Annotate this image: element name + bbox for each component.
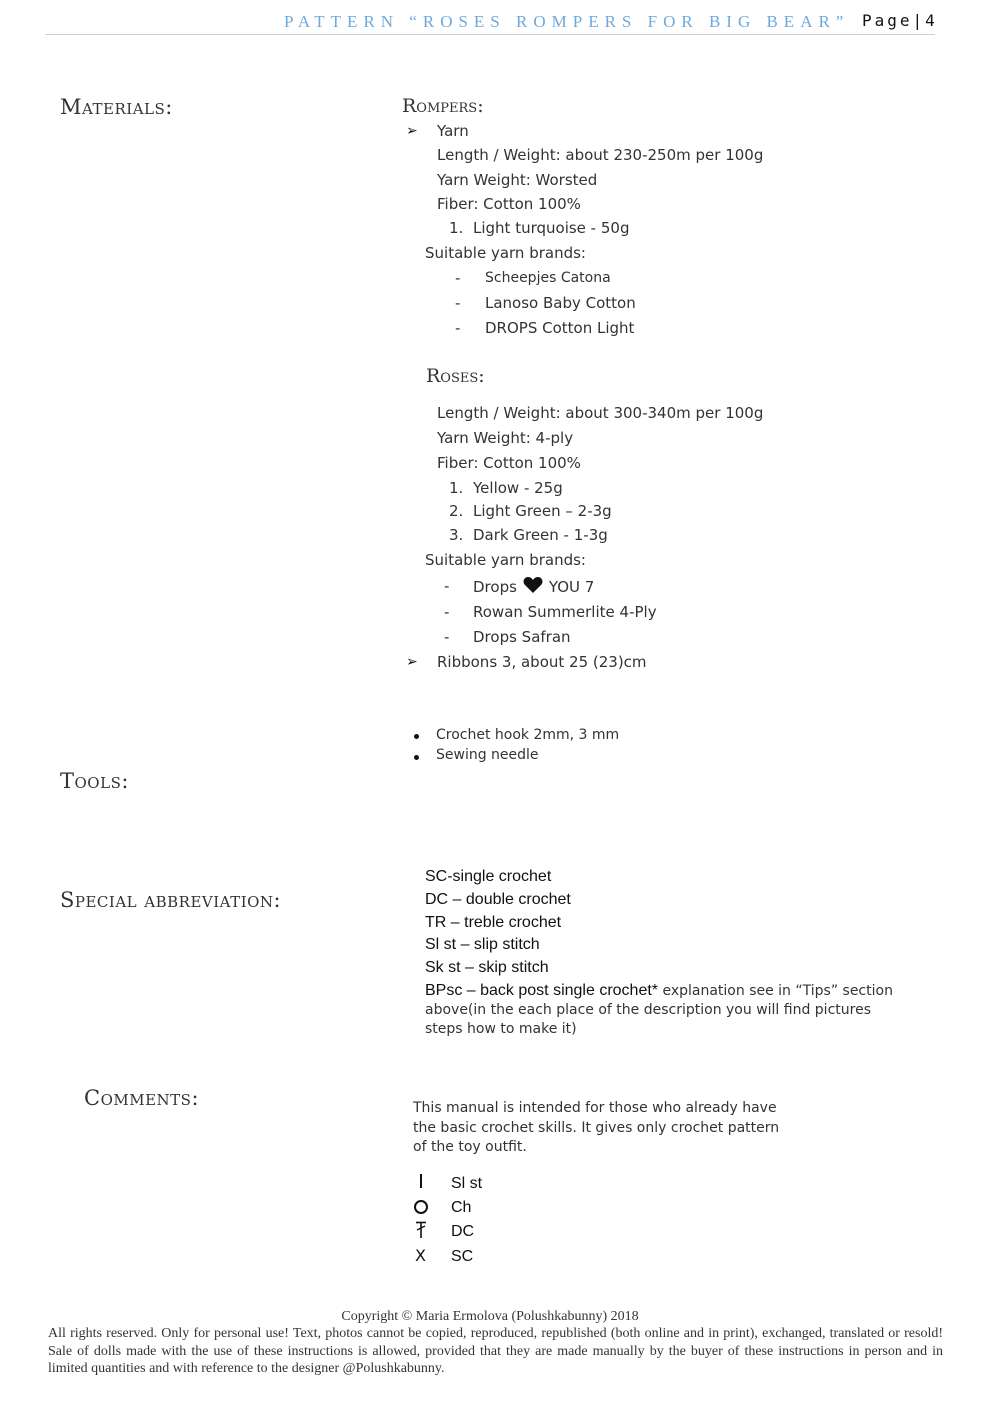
rompers-fiber: Fiber: Cotton 100% <box>437 195 581 213</box>
arrow-bullet-icon: ➢ <box>406 123 418 139</box>
dash-bullet: - <box>455 294 461 312</box>
legend-label: Ch <box>451 1199 472 1216</box>
roses-brands-label: Suitable yarn brands: <box>425 551 586 569</box>
tool-item: Sewing needle <box>436 747 539 763</box>
legend-label: Sl st <box>451 1175 483 1192</box>
abbreviation-item: DC – double crochet <box>425 891 571 908</box>
dash-bullet: - <box>455 319 461 337</box>
bpsc-row <box>425 982 893 1000</box>
abbreviation-item: Sk st – skip stitch <box>425 959 549 976</box>
roses-brand-item: Rowan Summerlite 4-Ply <box>473 603 657 621</box>
bpsc-note-line: steps how to make it) <box>425 1021 577 1037</box>
dash-bullet: - <box>444 577 450 595</box>
single-crochet-symbol-icon: X <box>415 1246 426 1265</box>
roses-brand-item <box>473 577 594 596</box>
comments-text: of the toy outfit. <box>413 1139 527 1155</box>
roses-color-num: 2. <box>449 502 464 520</box>
rompers-brand-item: Scheepjes Catona <box>485 270 611 286</box>
brand-suffix: YOU 7 <box>548 578 595 596</box>
rompers-color-item: Light turquoise - 50g <box>473 219 630 237</box>
bpsc-note-line: above(in the each place of the description you will find pictures <box>425 1002 871 1018</box>
comments-text: This manual is intended for those who already have <box>413 1100 777 1116</box>
legend-label: DC <box>451 1223 475 1240</box>
bullet-icon <box>414 734 419 739</box>
dash-bullet: - <box>455 269 461 287</box>
legend-label: SC <box>451 1248 474 1265</box>
bullet-icon <box>414 755 419 760</box>
rompers-brands-label: Suitable yarn brands: <box>425 244 586 262</box>
materials-heading: Materials: <box>60 95 173 119</box>
copyright-notice: Copyright © Maria Ermolova (Polushkabunny) 2018 <box>341 1309 639 1324</box>
comments-text: the basic crochet skills. It gives only crochet pattern <box>413 1120 780 1136</box>
dash-bullet: - <box>444 628 450 646</box>
rompers-length: Length / Weight: about 230-250m per 100g <box>437 146 764 164</box>
roses-color-item: Light Green – 2-3g <box>473 502 612 520</box>
abbreviation-item: SC-single crochet <box>425 868 552 885</box>
page-number: Page|4 <box>862 11 938 30</box>
roses-weight: Yarn Weight: 4-ply <box>437 429 574 447</box>
roses-brand-item: Drops Safran <box>473 628 571 646</box>
abbreviation-heading: Special abbreviation: <box>60 888 282 912</box>
yarn-label: Yarn <box>437 122 469 140</box>
rompers-color-num: 1. <box>449 219 464 237</box>
abbreviation-item: TR – treble crochet <box>425 914 562 931</box>
bpsc-note: explanation see in “Tips” section <box>662 983 893 999</box>
slip-stitch-symbol-icon <box>420 1174 422 1188</box>
rompers-brand-item: DROPS Cotton Light <box>485 319 635 337</box>
chain-symbol-icon <box>414 1200 428 1214</box>
dash-bullet: - <box>444 603 450 621</box>
header-divider <box>45 34 935 35</box>
double-crochet-symbol-icon <box>414 1221 428 1239</box>
arrow-bullet-icon: ➢ <box>406 654 418 670</box>
abbreviation-item: Sl st – slip stitch <box>425 936 540 953</box>
rompers-brand-item: Lanoso Baby Cotton <box>485 294 636 312</box>
comments-heading: Comments: <box>84 1086 200 1110</box>
tools-heading: Tools: <box>60 769 129 793</box>
rompers-heading: Rompers: <box>402 95 484 117</box>
roses-fiber: Fiber: Cotton 100% <box>437 454 581 472</box>
roses-color-item: Yellow - 25g <box>473 479 563 497</box>
brand-prefix: Drops <box>473 578 517 596</box>
roses-color-num: 1. <box>449 479 464 497</box>
tool-item: Crochet hook 2mm, 3 mm <box>436 727 620 743</box>
roses-color-num: 3. <box>449 526 464 544</box>
rompers-weight: Yarn Weight: Worsted <box>437 171 598 189</box>
roses-length: Length / Weight: about 300-340m per 100g <box>437 404 764 422</box>
roses-color-item: Dark Green - 1-3g <box>473 526 608 544</box>
roses-heading: Roses: <box>426 365 485 387</box>
ribbons-item: Ribbons 3, about 25 (23)cm <box>437 653 647 671</box>
abbreviation-item: BPsc – back post single crochet* <box>425 982 659 999</box>
header-title: PATTERN “ROSES ROMPERS FOR BIG BEAR” <box>284 12 850 31</box>
heart-icon <box>523 577 543 594</box>
rights-notice: All rights reserved. Only for personal use! Text, photos cannot be copied, reproduced, republished (both online and in print), exchanged, translated or resold! Sale of dolls made with the use of these instructions is allowed, provided that they are made manually by the buyer of these instructions in person and in limited quantities and with reference to the designer @Polushkabunny. <box>48 1326 943 1376</box>
